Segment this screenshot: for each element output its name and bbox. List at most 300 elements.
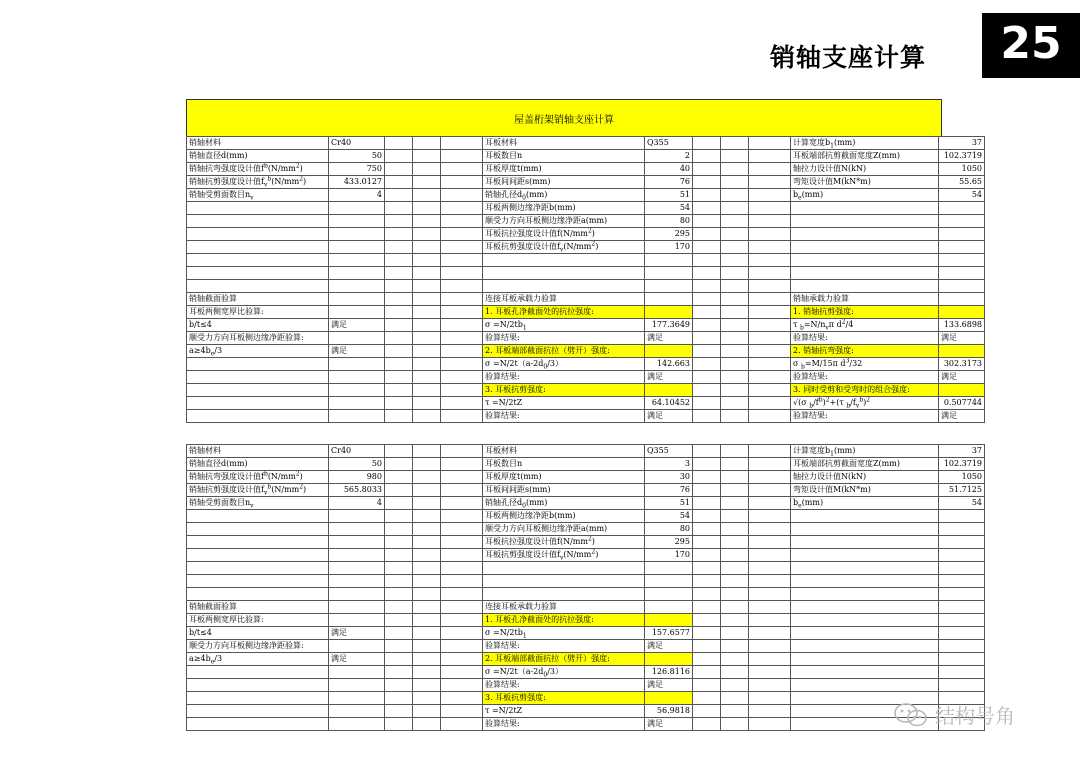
- table-cell: [645, 601, 693, 614]
- table-cell: [329, 293, 385, 306]
- table-cell: 销轴孔径$d_0(mm)$: [483, 497, 645, 510]
- table-cell: [329, 575, 385, 588]
- table-cell: [385, 345, 413, 358]
- table-cell: 耳板材料: [483, 137, 645, 150]
- calc-table-2: [186, 444, 985, 731]
- table-cell: [441, 176, 483, 189]
- table-cell: [413, 371, 441, 384]
- table-cell: 轴拉力设计值N(kN): [791, 471, 939, 484]
- table-cell: [329, 705, 385, 718]
- table-cell: τ =N/2tZ: [483, 705, 645, 718]
- table-cell: [385, 202, 413, 215]
- table-cell: [329, 410, 385, 423]
- table-cell: [385, 280, 413, 293]
- table-cell: [441, 345, 483, 358]
- table-cell: [749, 254, 791, 267]
- table-cell: [329, 666, 385, 679]
- table-cell: 133.6898: [939, 319, 985, 332]
- table-cell: 销轴材料: [187, 137, 329, 150]
- table-cell: [441, 241, 483, 254]
- table-cell: [693, 523, 721, 536]
- table-cell: [693, 228, 721, 241]
- table-cell: 3. 耳板抗剪强度:: [483, 384, 645, 397]
- table-cell: [939, 510, 985, 523]
- table-cell: [693, 280, 721, 293]
- table-cell: [693, 705, 721, 718]
- table-cell: 177.3649: [645, 319, 693, 332]
- table-cell: [721, 549, 749, 562]
- table-cell: 2. 耳板端部截面抗拉（劈开）强度:: [483, 345, 645, 358]
- table-cell: Cr40: [329, 137, 385, 150]
- table-cell: [791, 679, 939, 692]
- table-cell: [939, 627, 985, 640]
- table-cell: 销轴承载力验算: [791, 293, 939, 306]
- table-cell: 55.65: [939, 176, 985, 189]
- table-cell: [329, 332, 385, 345]
- table-cell: [791, 653, 939, 666]
- table-cell: $b_e(mm)$: [791, 497, 939, 510]
- table-cell: [939, 666, 985, 679]
- table-row: [187, 384, 985, 397]
- table-cell: [749, 718, 791, 731]
- table-cell: [385, 163, 413, 176]
- table-cell: [693, 458, 721, 471]
- table-cell: [721, 484, 749, 497]
- table-row: [187, 562, 985, 575]
- table-row: [187, 497, 985, 510]
- table-cell: [483, 267, 645, 280]
- table-cell: [413, 397, 441, 410]
- table-cell: [693, 254, 721, 267]
- table-cell: √(σ $_b/f^b)^2+(\tau$ $_b/f_v^b)^2$: [791, 397, 939, 410]
- table-cell: [749, 202, 791, 215]
- table-cell: [749, 137, 791, 150]
- table-cell: [187, 575, 329, 588]
- table-cell: [693, 653, 721, 666]
- table-cell: [385, 410, 413, 423]
- table-cell: [749, 705, 791, 718]
- table-cell: b/t≤4: [187, 627, 329, 640]
- table-cell: 433.0127: [329, 176, 385, 189]
- table-cell: [721, 718, 749, 731]
- watermark: [893, 700, 1015, 729]
- table-cell: 满足: [329, 653, 385, 666]
- table-cell: [721, 189, 749, 202]
- table-row: [187, 627, 985, 640]
- table-cell: [441, 319, 483, 332]
- table-cell: [749, 640, 791, 653]
- table-cell: [441, 384, 483, 397]
- table-cell: [939, 202, 985, 215]
- table-cell: 销轴材料: [187, 445, 329, 458]
- table-cell: [749, 692, 791, 705]
- table-row: [187, 679, 985, 692]
- table-cell: [329, 228, 385, 241]
- table-cell: [645, 692, 693, 705]
- table-cell: $\sigma =N/2tb_1$: [483, 319, 645, 332]
- table-cell: [385, 215, 413, 228]
- table-cell: [413, 458, 441, 471]
- table-cell: [385, 458, 413, 471]
- table-cell: [749, 471, 791, 484]
- table-cell: [187, 397, 329, 410]
- table-cell: 计算宽度$b_1(mm)$: [791, 445, 939, 458]
- table-cell: [483, 588, 645, 601]
- table-cell: [385, 523, 413, 536]
- table-cell: [385, 653, 413, 666]
- table-cell: [645, 254, 693, 267]
- table-cell: [441, 215, 483, 228]
- table-cell: [693, 293, 721, 306]
- table-row: [187, 523, 985, 536]
- table-cell: [441, 150, 483, 163]
- table-cell: [645, 562, 693, 575]
- table-cell: [721, 332, 749, 345]
- table-row: [187, 510, 985, 523]
- table-cell: [441, 692, 483, 705]
- table-cell: [791, 666, 939, 679]
- table-cell: [791, 562, 939, 575]
- table-cell: 满足: [939, 332, 985, 345]
- table-cell: [693, 397, 721, 410]
- table-cell: [721, 358, 749, 371]
- table-cell: [329, 679, 385, 692]
- table-cell: [721, 692, 749, 705]
- table-cell: $a\ge 4b_e/3$: [187, 653, 329, 666]
- table-cell: [791, 614, 939, 627]
- table-cell: 142.663: [645, 358, 693, 371]
- table-cell: 验算结果:: [483, 679, 645, 692]
- table-cell: 耳板间间距s(mm): [483, 484, 645, 497]
- table-cell: [721, 371, 749, 384]
- table-cell: [749, 267, 791, 280]
- table-cell: [749, 627, 791, 640]
- table-cell: σ $_b$=M/15π $d^3/32$: [791, 358, 939, 371]
- table-row: [187, 280, 985, 293]
- table-cell: 1. 耳板孔净截面处的抗拉强度:: [483, 306, 645, 319]
- table-cell: 1. 耳板孔净截面处的抗拉强度:: [483, 614, 645, 627]
- table-cell: 51: [645, 189, 693, 202]
- slide-title: 销轴支座计算: [770, 43, 927, 72]
- table-cell: [749, 484, 791, 497]
- table-cell: [749, 601, 791, 614]
- table-row: [187, 254, 985, 267]
- table-cell: 销轴抗弯强度设计值$f^b(N/mm^2)$: [187, 163, 329, 176]
- table-cell: [939, 254, 985, 267]
- table-cell: [385, 562, 413, 575]
- table-cell: [693, 692, 721, 705]
- table-cell: [385, 536, 413, 549]
- table-cell: τ =N/2tZ: [483, 397, 645, 410]
- table-cell: 56.9818: [645, 705, 693, 718]
- table-cell: [385, 718, 413, 731]
- table-cell: [441, 614, 483, 627]
- table-row: [187, 241, 985, 254]
- table-cell: [483, 280, 645, 293]
- table-cell: [413, 445, 441, 458]
- table-cell: [721, 497, 749, 510]
- table-cell: [441, 267, 483, 280]
- calc-table-1-wrapper: [186, 136, 982, 423]
- table-cell: [187, 384, 329, 397]
- table-cell: [791, 588, 939, 601]
- table-cell: [791, 254, 939, 267]
- table-cell: $b_e(mm)$: [791, 189, 939, 202]
- table-cell: 验算结果:: [483, 640, 645, 653]
- table-cell: 耳板数目n: [483, 458, 645, 471]
- table-cell: [749, 653, 791, 666]
- table-row: [187, 640, 985, 653]
- table-cell: [693, 332, 721, 345]
- table-cell: 顺受力方向耳板侧边缘净距验算:: [187, 640, 329, 653]
- table-cell: 销轴受剪面数目$n_v$: [187, 189, 329, 202]
- table-cell: [413, 705, 441, 718]
- table-cell: 满足: [329, 627, 385, 640]
- table-cell: [693, 202, 721, 215]
- table-cell: [187, 371, 329, 384]
- table-cell: 销轴直径d(mm): [187, 458, 329, 471]
- table-cell: [413, 189, 441, 202]
- table-cell: 销轴截面验算: [187, 601, 329, 614]
- table-cell: [441, 718, 483, 731]
- table-cell: [721, 410, 749, 423]
- table-cell: [721, 562, 749, 575]
- table-cell: [693, 497, 721, 510]
- table-cell: 销轴截面验算: [187, 293, 329, 306]
- table-cell: [749, 163, 791, 176]
- table-cell: [441, 163, 483, 176]
- table-cell: 耳板端部抗剪截面宽度Z(mm): [791, 150, 939, 163]
- table-cell: [791, 228, 939, 241]
- table-cell: [441, 679, 483, 692]
- table-row: [187, 666, 985, 679]
- table-cell: [385, 640, 413, 653]
- table-cell: [413, 254, 441, 267]
- table-cell: [413, 332, 441, 345]
- table-cell: [329, 397, 385, 410]
- table-cell: 满足: [645, 332, 693, 345]
- table-cell: [483, 575, 645, 588]
- table-cell: [413, 718, 441, 731]
- sheet-title: 屋盖桁架销轴支座计算: [186, 99, 942, 137]
- table-cell: [187, 267, 329, 280]
- table-cell: [939, 280, 985, 293]
- table-cell: 耳板两侧边缘净距b(mm): [483, 510, 645, 523]
- table-cell: [791, 523, 939, 536]
- table-cell: [187, 536, 329, 549]
- table-cell: [441, 397, 483, 410]
- table-cell: $\sigma =N/2tb_1$: [483, 627, 645, 640]
- table-cell: [791, 510, 939, 523]
- table-cell: 弯矩设计值M(kN*m): [791, 176, 939, 189]
- wechat-icon: [893, 702, 929, 728]
- table-cell: [329, 536, 385, 549]
- table-cell: 2. 耳板端部截面抗拉（劈开）强度:: [483, 653, 645, 666]
- table-cell: 4: [329, 497, 385, 510]
- table-cell: [721, 705, 749, 718]
- table-row: [187, 345, 985, 358]
- table-cell: [441, 523, 483, 536]
- table-cell: [693, 163, 721, 176]
- table-cell: 3. 同时受剪和受弯时的组合强度:: [791, 384, 939, 397]
- table-cell: 销轴孔径$d_0(mm)$: [483, 189, 645, 202]
- table-cell: 销轴抗弯强度设计值$f^b(N/mm^2)$: [187, 471, 329, 484]
- table-cell: [187, 588, 329, 601]
- table-cell: 耳板抗拉强度设计值$f(N/mm^2)$: [483, 536, 645, 549]
- table-cell: [939, 345, 985, 358]
- table-cell: [385, 471, 413, 484]
- table-cell: [721, 445, 749, 458]
- table-cell: [329, 640, 385, 653]
- table-cell: [693, 306, 721, 319]
- table-cell: 销轴抗剪强度设计值$f_v^b(N/mm^2)$: [187, 484, 329, 497]
- watermark-text: 结构号角: [935, 704, 1015, 728]
- table-row: [187, 306, 985, 319]
- table-cell: [385, 510, 413, 523]
- table-cell: [645, 267, 693, 280]
- table-cell: [329, 358, 385, 371]
- table-cell: 126.8116: [645, 666, 693, 679]
- table-cell: [441, 332, 483, 345]
- table-cell: 1050: [939, 471, 985, 484]
- table-cell: [939, 241, 985, 254]
- table-cell: [749, 332, 791, 345]
- table-cell: $a\ge 4b_e/3$: [187, 345, 329, 358]
- table-cell: [939, 306, 985, 319]
- table-cell: 验算结果:: [791, 332, 939, 345]
- table-cell: [721, 601, 749, 614]
- table-cell: [441, 575, 483, 588]
- table-cell: [721, 202, 749, 215]
- table-cell: $\sigma =N/2t(a-2d_0/3)$: [483, 666, 645, 679]
- table-row: [187, 614, 985, 627]
- table-cell: 51.7125: [939, 484, 985, 497]
- table-cell: [693, 510, 721, 523]
- table-cell: 54: [645, 510, 693, 523]
- table-cell: [791, 280, 939, 293]
- table-cell: 顺受力方向耳板侧边缘净距验算:: [187, 332, 329, 345]
- table-cell: 满足: [939, 410, 985, 423]
- table-cell: [187, 228, 329, 241]
- table-cell: 40: [645, 163, 693, 176]
- table-cell: [413, 471, 441, 484]
- table-cell: [693, 627, 721, 640]
- table-cell: [385, 484, 413, 497]
- table-cell: [721, 653, 749, 666]
- table-cell: 302.3173: [939, 358, 985, 371]
- table-cell: [749, 549, 791, 562]
- table-cell: [721, 523, 749, 536]
- table-cell: [791, 215, 939, 228]
- table-cell: [441, 254, 483, 267]
- table-cell: [413, 562, 441, 575]
- table-cell: [645, 575, 693, 588]
- table-cell: [441, 458, 483, 471]
- table-cell: [749, 536, 791, 549]
- table-cell: b/t≤4: [187, 319, 329, 332]
- table-cell: [413, 601, 441, 614]
- table-cell: [721, 458, 749, 471]
- table-cell: [721, 679, 749, 692]
- table-cell: 满足: [329, 345, 385, 358]
- table-cell: [749, 241, 791, 254]
- table-cell: [187, 549, 329, 562]
- table-cell: 80: [645, 523, 693, 536]
- table-cell: 76: [645, 176, 693, 189]
- table-cell: [329, 202, 385, 215]
- table-cell: [749, 575, 791, 588]
- table-cell: 3: [645, 458, 693, 471]
- table-cell: 565.8033: [329, 484, 385, 497]
- table-cell: [749, 510, 791, 523]
- table-cell: [749, 384, 791, 397]
- table-cell: [939, 601, 985, 614]
- table-cell: [483, 254, 645, 267]
- table-row: [187, 458, 985, 471]
- table-cell: 耳板数目n: [483, 150, 645, 163]
- table-cell: [413, 666, 441, 679]
- table-cell: [413, 267, 441, 280]
- table-cell: 170: [645, 241, 693, 254]
- table-cell: 销轴抗剪强度设计值$f_v^b(N/mm^2)$: [187, 176, 329, 189]
- table-cell: [413, 627, 441, 640]
- table-cell: 耳板厚度t(mm): [483, 471, 645, 484]
- table-cell: 80: [645, 215, 693, 228]
- table-cell: [939, 536, 985, 549]
- table-cell: 1. 销轴抗剪强度:: [791, 306, 939, 319]
- table-cell: [187, 241, 329, 254]
- table-row: [187, 267, 985, 280]
- table-cell: 耳板抗剪强度设计值$f_v(N/mm^2)$: [483, 549, 645, 562]
- table-cell: 2. 销轴抗弯强度:: [791, 345, 939, 358]
- table-cell: [413, 497, 441, 510]
- table-cell: 耳板间间距s(mm): [483, 176, 645, 189]
- table-cell: [385, 445, 413, 458]
- table-cell: [693, 471, 721, 484]
- table-cell: [693, 150, 721, 163]
- table-cell: [329, 510, 385, 523]
- table-cell: [413, 679, 441, 692]
- table-cell: [385, 189, 413, 202]
- table-cell: [721, 510, 749, 523]
- table-cell: [385, 371, 413, 384]
- table-cell: [693, 319, 721, 332]
- table-row: [187, 397, 985, 410]
- table-cell: [441, 562, 483, 575]
- table-cell: 顺受力方向耳板侧边缘净距a(mm): [483, 523, 645, 536]
- table-cell: [721, 241, 749, 254]
- table-cell: [939, 267, 985, 280]
- table-cell: [693, 410, 721, 423]
- table-cell: [413, 358, 441, 371]
- table-cell: [721, 588, 749, 601]
- table-cell: 170: [645, 549, 693, 562]
- table-cell: [939, 653, 985, 666]
- table-cell: [385, 601, 413, 614]
- table-cell: [939, 293, 985, 306]
- table-cell: [385, 176, 413, 189]
- table-cell: 51: [645, 497, 693, 510]
- table-cell: 计算宽度$b_1(mm)$: [791, 137, 939, 150]
- table-cell: [791, 536, 939, 549]
- table-cell: 37: [939, 137, 985, 150]
- table-cell: [441, 293, 483, 306]
- table-cell: [721, 176, 749, 189]
- table-cell: [441, 497, 483, 510]
- table-cell: 54: [645, 202, 693, 215]
- table-cell: [693, 267, 721, 280]
- table-cell: [939, 614, 985, 627]
